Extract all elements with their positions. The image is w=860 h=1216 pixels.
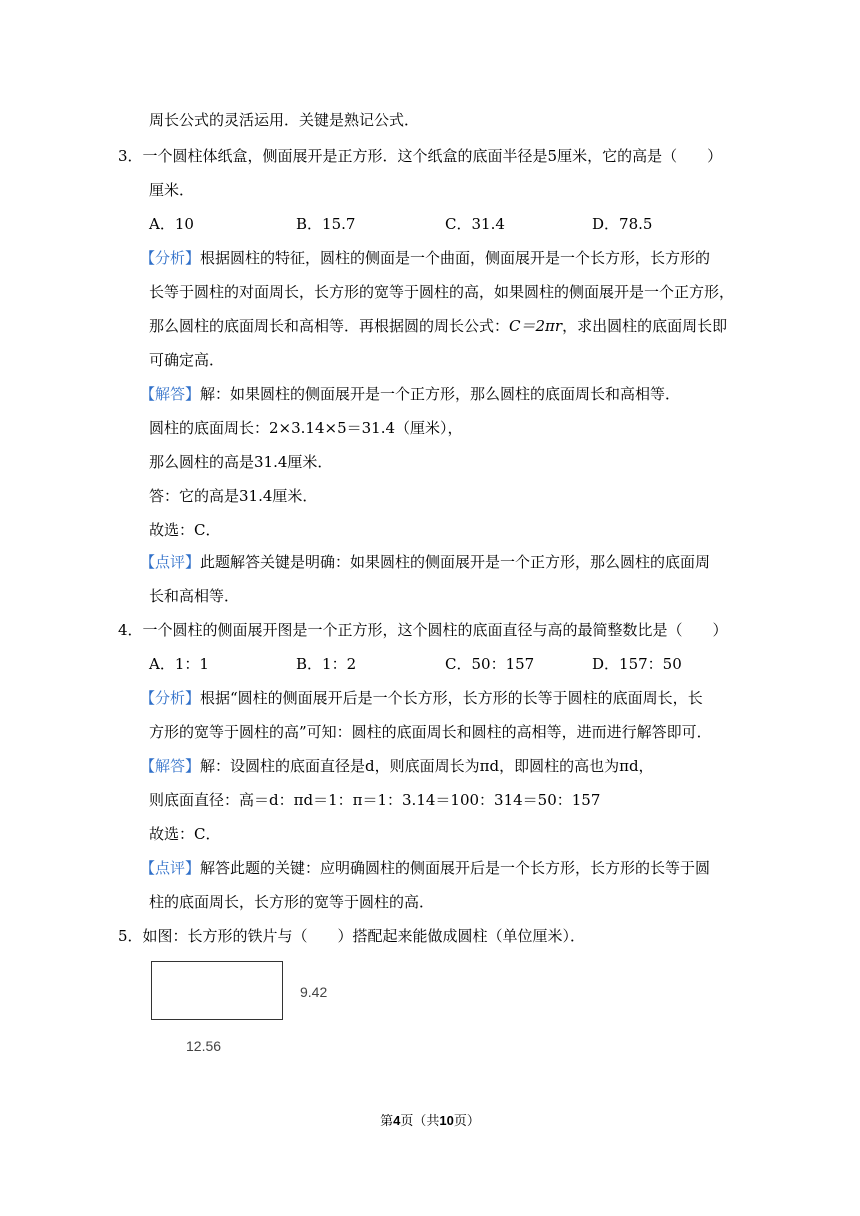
q4-analysis-line2: 方形的宽等于圆柱的高”可知：圆柱的底面周长和圆柱的高相等，进而进行解答即可． (149, 723, 712, 741)
footer-page-number: 4 (393, 1113, 401, 1128)
q3-option-c: C．31.4 (445, 215, 505, 233)
figure-height-label: 9.42 (300, 984, 328, 1000)
q3-option-a: A．10 (149, 215, 194, 233)
rectangle-figure (151, 961, 283, 1020)
footer-total-pages: 10 (439, 1113, 454, 1128)
q4-answer-tag: 【解答】 (140, 757, 201, 775)
q3-answer-line2: 圆柱的底面周长：2×3.14×5＝31.4（厘米）， (149, 419, 463, 437)
q4-option-a: A．1：1 (149, 655, 209, 673)
q4-answer-line2: 则底面直径：高＝d：πd＝1：π＝1：3.14＝100：314＝50：157 (149, 791, 601, 809)
page-footer: 第4页（共10页） (380, 1113, 480, 1129)
q3-analysis-line4: 可确定高． (149, 351, 225, 369)
q3-comment-tag: 【点评】 (140, 553, 201, 571)
q4-analysis-tag: 【分析】 (140, 689, 201, 707)
figure-width-label: 12.56 (186, 1038, 222, 1054)
q3-answer-line1: 【解答】解：如果圆柱的侧面展开是一个正方形，那么圆柱的底面周长和高相等． (140, 385, 681, 403)
q3-option-d: D．78.5 (592, 215, 653, 233)
q3-analysis-line3: 那么圆柱的底面周长和高相等．再根据圆的周长公式：C＝2πr，求出圆柱的底面周长即 (149, 317, 728, 335)
q3-answer-line5: 故选：C． (149, 521, 221, 539)
q3-comment-line1: 【点评】此题解答关键是明确：如果圆柱的侧面展开是一个正方形，那么圆柱的底面周 (140, 553, 711, 571)
q4-answer-line3: 故选：C． (149, 825, 221, 843)
q3-analysis-tag: 【分析】 (140, 249, 201, 267)
q3-formula: C＝2πr (509, 317, 563, 335)
q4-comment-line2: 柱的底面周长，长方形的宽等于圆柱的高． (149, 893, 435, 911)
q4-stem (118, 620, 728, 640)
q4-stem-line1: 一个圆柱的侧面展开图是一个正方形，这个圆柱的底面直径与高的最简整数比是（ ） (142, 621, 728, 639)
q4-option-d: D．157：50 (592, 655, 682, 673)
q3-option-b: B．15.7 (296, 215, 356, 233)
q3-number: 3． (118, 147, 143, 165)
q3-analysis-line2: 长等于圆柱的对面周长，长方形的宽等于圆柱的高，如果圆柱的侧面展开是一个正方形， (149, 283, 735, 301)
q4-analysis-line1: 【分析】根据“圆柱的侧面展开后是一个长方形，长方形的长等于圆柱的底面周长，长 (140, 689, 703, 707)
q4-answer-line1: 【解答】解：设圆柱的底面直径是d，则底面周长为πd，即圆柱的高也为πd， (140, 757, 654, 775)
q4-comment-tag: 【点评】 (140, 859, 201, 877)
q3-stem (118, 146, 722, 166)
q4-comment-line1: 【点评】解答此题的关键：应明确圆柱的侧面展开后是一个长方形，长方形的长等于圆 (140, 859, 711, 877)
q5-stem-line1: 如图：长方形的铁片与（ ）搭配起来能做成圆柱（单位厘米）． (142, 927, 586, 945)
q4-number: 4． (118, 621, 143, 639)
q3-answer-line3: 那么圆柱的高是31.4厘米． (149, 453, 333, 471)
q4-option-c: C．50：157 (445, 655, 535, 673)
previous-answer-tail: 周长公式的灵活运用．关键是熟记公式． (149, 111, 420, 129)
q3-stem-line2: 厘米． (149, 181, 195, 199)
q3-stem-line1: 一个圆柱体纸盒，侧面展开是正方形．这个纸盒的底面半径是5厘米，它的高是（ ） (142, 147, 723, 165)
q4-option-b: B．1：2 (296, 655, 357, 673)
q5-stem (118, 926, 585, 946)
q3-comment-line2: 长和高相等． (149, 587, 240, 605)
q5-number: 5． (118, 927, 143, 945)
q3-answer-line4: 答：它的高是31.4厘米． (149, 487, 318, 505)
q3-analysis-line1: 【分析】根据圆柱的特征，圆柱的侧面是一个曲面，侧面展开是一个长方形，长方形的 (140, 249, 711, 267)
q3-answer-tag: 【解答】 (140, 385, 201, 403)
